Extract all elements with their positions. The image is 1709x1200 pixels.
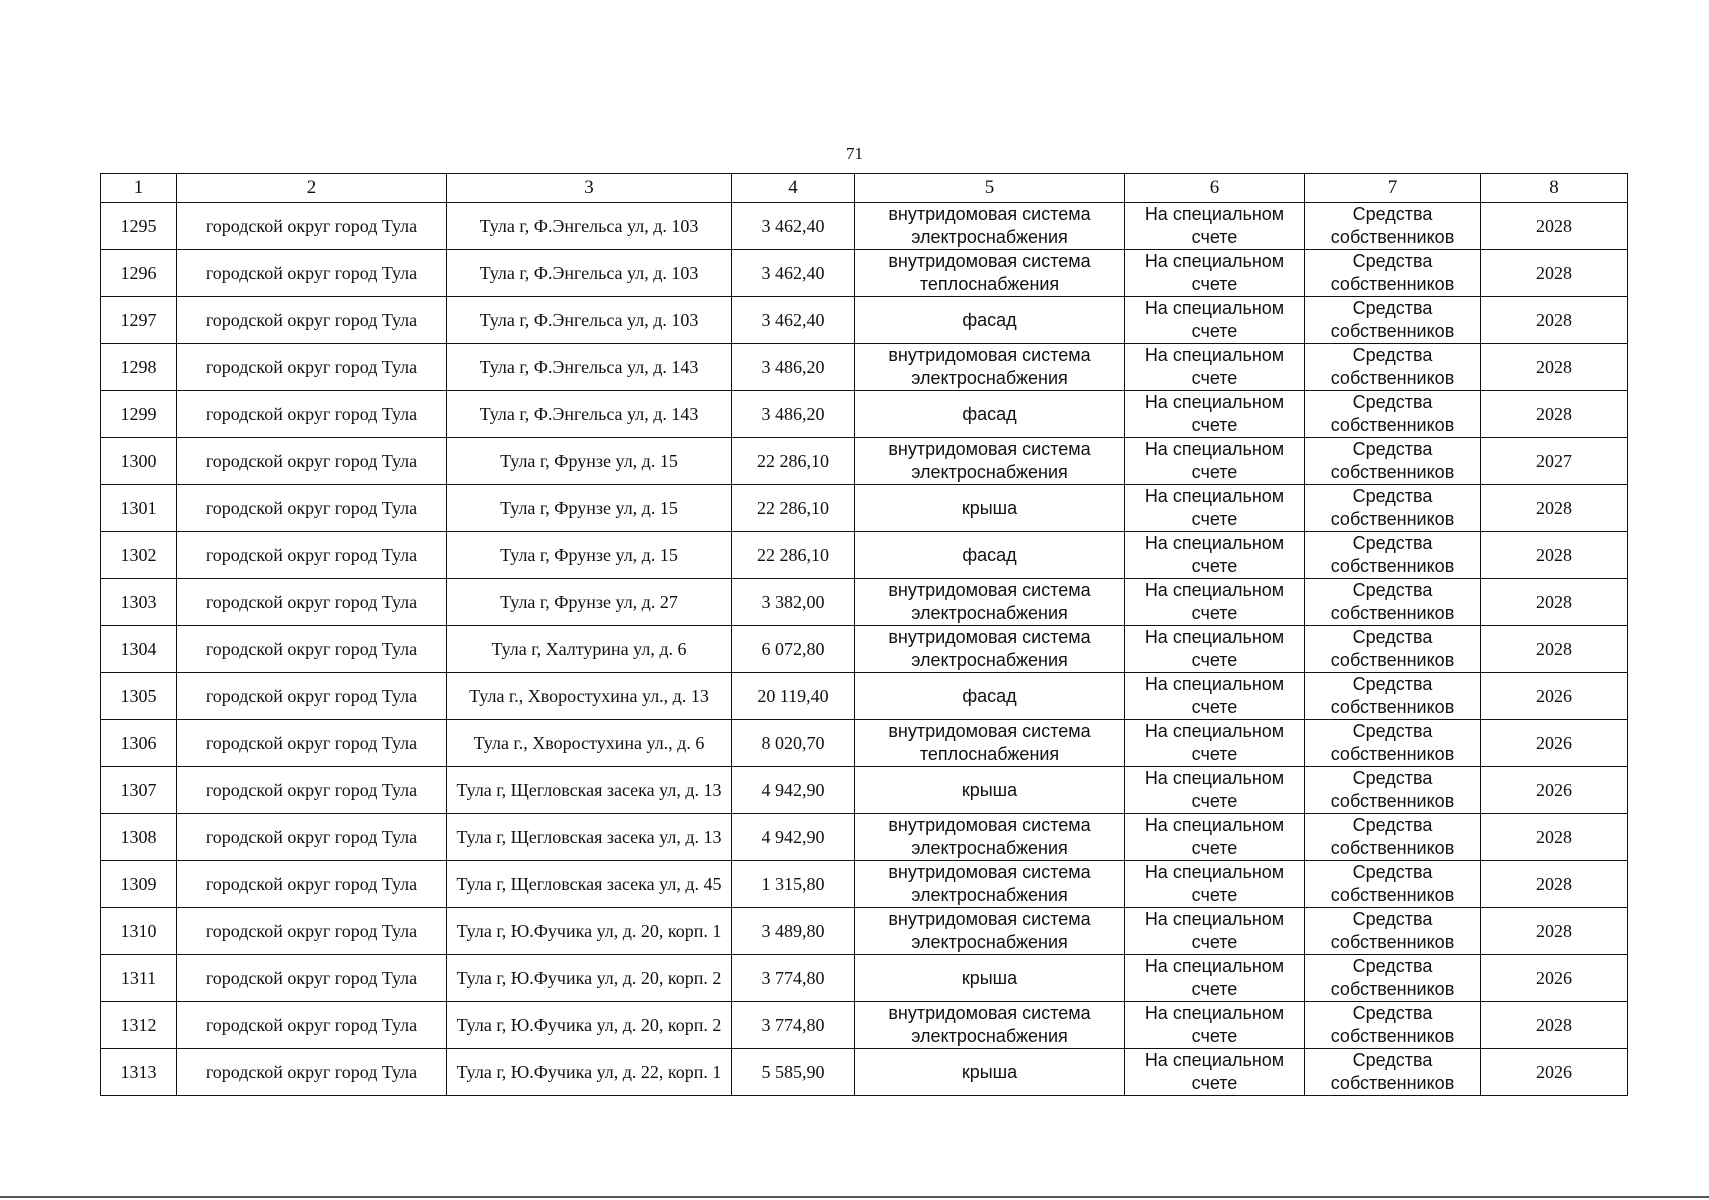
- account-method-cell: На специальном счете: [1125, 1049, 1305, 1096]
- area-cell: 8 020,70: [732, 720, 855, 767]
- row-number-cell: 1313: [101, 1049, 177, 1096]
- row-number-cell: 1308: [101, 814, 177, 861]
- account-method-cell: На специальном счете: [1125, 955, 1305, 1002]
- table-row: [101, 297, 1628, 344]
- year-cell: 2028: [1481, 861, 1628, 908]
- district-cell: городской округ город Тула: [177, 720, 447, 767]
- funding-source-cell: Средства собственников: [1305, 673, 1481, 720]
- table-row: [101, 767, 1628, 814]
- work-type-cell: внутридомовая система электроснабжения: [855, 203, 1125, 250]
- district-cell: городской округ город Тула: [177, 250, 447, 297]
- account-method-cell: На специальном счете: [1125, 250, 1305, 297]
- row-number-cell: 1301: [101, 485, 177, 532]
- table-row: [101, 438, 1628, 485]
- account-method-cell: На специальном счете: [1125, 626, 1305, 673]
- table-row: [101, 344, 1628, 391]
- funding-source-cell: Средства собственников: [1305, 579, 1481, 626]
- funding-source-cell: Средства собственников: [1305, 1049, 1481, 1096]
- column-header: 4: [732, 174, 855, 203]
- district-cell: городской округ город Тула: [177, 203, 447, 250]
- account-method-cell: На специальном счете: [1125, 532, 1305, 579]
- work-type-cell: внутридомовая система электроснабжения: [855, 579, 1125, 626]
- row-number-cell: 1297: [101, 297, 177, 344]
- table-row: [101, 1002, 1628, 1049]
- table-row: [101, 861, 1628, 908]
- address-cell: Тула г, Ф.Энгельса ул, д. 143: [447, 391, 732, 438]
- area-cell: 4 942,90: [732, 767, 855, 814]
- table-row: [101, 485, 1628, 532]
- work-type-cell: фасад: [855, 391, 1125, 438]
- account-method-cell: На специальном счете: [1125, 1002, 1305, 1049]
- row-number-cell: 1302: [101, 532, 177, 579]
- work-type-cell: внутридомовая система электроснабжения: [855, 438, 1125, 485]
- account-method-cell: На специальном счете: [1125, 344, 1305, 391]
- district-cell: городской округ город Тула: [177, 626, 447, 673]
- year-cell: 2028: [1481, 532, 1628, 579]
- district-cell: городской округ город Тула: [177, 438, 447, 485]
- year-cell: 2028: [1481, 485, 1628, 532]
- funding-source-cell: Средства собственников: [1305, 767, 1481, 814]
- account-method-cell: На специальном счете: [1125, 485, 1305, 532]
- work-type-cell: фасад: [855, 673, 1125, 720]
- row-number-cell: 1306: [101, 720, 177, 767]
- funding-source-cell: Средства собственников: [1305, 344, 1481, 391]
- district-cell: городской округ город Тула: [177, 955, 447, 1002]
- address-cell: Тула г, Ю.Фучика ул, д. 20, корп. 2: [447, 955, 732, 1002]
- row-number-cell: 1304: [101, 626, 177, 673]
- work-type-cell: внутридомовая система теплоснабжения: [855, 250, 1125, 297]
- header-row: [101, 174, 1628, 203]
- account-method-cell: На специальном счете: [1125, 391, 1305, 438]
- year-cell: 2027: [1481, 438, 1628, 485]
- work-type-cell: крыша: [855, 767, 1125, 814]
- area-cell: 6 072,80: [732, 626, 855, 673]
- area-cell: 3 462,40: [732, 250, 855, 297]
- area-cell: 1 315,80: [732, 861, 855, 908]
- district-cell: городской округ город Тула: [177, 579, 447, 626]
- address-cell: Тула г, Халтурина ул, д. 6: [447, 626, 732, 673]
- area-cell: 3 462,40: [732, 203, 855, 250]
- account-method-cell: На специальном счете: [1125, 767, 1305, 814]
- district-cell: городской округ город Тула: [177, 1002, 447, 1049]
- work-type-cell: крыша: [855, 955, 1125, 1002]
- row-number-cell: 1309: [101, 861, 177, 908]
- area-cell: 3 774,80: [732, 955, 855, 1002]
- year-cell: 2026: [1481, 1049, 1628, 1096]
- address-cell: Тула г, Фрунзе ул, д. 27: [447, 579, 732, 626]
- work-type-cell: внутридомовая система электроснабжения: [855, 344, 1125, 391]
- table-row: [101, 579, 1628, 626]
- funding-source-cell: Средства собственников: [1305, 955, 1481, 1002]
- address-cell: Тула г., Хворостухина ул., д. 6: [447, 720, 732, 767]
- year-cell: 2028: [1481, 297, 1628, 344]
- address-cell: Тула г, Ф.Энгельса ул, д. 103: [447, 203, 732, 250]
- column-header: 6: [1125, 174, 1305, 203]
- funding-source-cell: Средства собственников: [1305, 814, 1481, 861]
- year-cell: 2026: [1481, 720, 1628, 767]
- address-cell: Тула г., Хворостухина ул., д. 13: [447, 673, 732, 720]
- table-row: [101, 1049, 1628, 1096]
- table-row: [101, 720, 1628, 767]
- table-row: [101, 391, 1628, 438]
- area-cell: 3 489,80: [732, 908, 855, 955]
- address-cell: Тула г, Ф.Энгельса ул, д. 143: [447, 344, 732, 391]
- table-row: [101, 955, 1628, 1002]
- district-cell: городской округ город Тула: [177, 673, 447, 720]
- column-header: 8: [1481, 174, 1628, 203]
- work-type-cell: внутридомовая система электроснабжения: [855, 626, 1125, 673]
- row-number-cell: 1303: [101, 579, 177, 626]
- account-method-cell: На специальном счете: [1125, 814, 1305, 861]
- address-cell: Тула г, Ф.Энгельса ул, д. 103: [447, 250, 732, 297]
- account-method-cell: На специальном счете: [1125, 861, 1305, 908]
- row-number-cell: 1300: [101, 438, 177, 485]
- district-cell: городской округ город Тула: [177, 908, 447, 955]
- year-cell: 2028: [1481, 250, 1628, 297]
- district-cell: городской округ город Тула: [177, 297, 447, 344]
- funding-source-cell: Средства собственников: [1305, 1002, 1481, 1049]
- area-cell: 3 462,40: [732, 297, 855, 344]
- area-cell: 3 774,80: [732, 1002, 855, 1049]
- year-cell: 2026: [1481, 673, 1628, 720]
- address-cell: Тула г, Фрунзе ул, д. 15: [447, 532, 732, 579]
- work-type-cell: внутридомовая система электроснабжения: [855, 814, 1125, 861]
- scan-edge-line: [0, 1196, 1709, 1198]
- account-method-cell: На специальном счете: [1125, 203, 1305, 250]
- funding-source-cell: Средства собственников: [1305, 250, 1481, 297]
- work-type-cell: внутридомовая система электроснабжения: [855, 908, 1125, 955]
- district-cell: городской округ город Тула: [177, 532, 447, 579]
- row-number-cell: 1310: [101, 908, 177, 955]
- area-cell: 3 486,20: [732, 344, 855, 391]
- table-row: [101, 626, 1628, 673]
- table-row: [101, 908, 1628, 955]
- capital-repair-table: [100, 173, 1628, 1096]
- row-number-cell: 1299: [101, 391, 177, 438]
- account-method-cell: На специальном счете: [1125, 908, 1305, 955]
- district-cell: городской округ город Тула: [177, 767, 447, 814]
- funding-source-cell: Средства собственников: [1305, 626, 1481, 673]
- area-cell: 22 286,10: [732, 532, 855, 579]
- address-cell: Тула г, Фрунзе ул, д. 15: [447, 438, 732, 485]
- row-number-cell: 1295: [101, 203, 177, 250]
- address-cell: Тула г, Щегловская засека ул, д. 13: [447, 814, 732, 861]
- account-method-cell: На специальном счете: [1125, 720, 1305, 767]
- address-cell: Тула г, Фрунзе ул, д. 15: [447, 485, 732, 532]
- funding-source-cell: Средства собственников: [1305, 391, 1481, 438]
- address-cell: Тула г, Щегловская засека ул, д. 45: [447, 861, 732, 908]
- work-type-cell: внутридомовая система электроснабжения: [855, 861, 1125, 908]
- account-method-cell: На специальном счете: [1125, 579, 1305, 626]
- work-type-cell: фасад: [855, 532, 1125, 579]
- account-method-cell: На специальном счете: [1125, 673, 1305, 720]
- address-cell: Тула г, Ю.Фучика ул, д. 20, корп. 2: [447, 1002, 732, 1049]
- column-header: 5: [855, 174, 1125, 203]
- address-cell: Тула г, Ф.Энгельса ул, д. 103: [447, 297, 732, 344]
- table-body: [101, 203, 1628, 1096]
- funding-source-cell: Средства собственников: [1305, 485, 1481, 532]
- account-method-cell: На специальном счете: [1125, 297, 1305, 344]
- year-cell: 2028: [1481, 814, 1628, 861]
- year-cell: 2028: [1481, 203, 1628, 250]
- work-type-cell: фасад: [855, 297, 1125, 344]
- column-header: 7: [1305, 174, 1481, 203]
- table-row: [101, 250, 1628, 297]
- funding-source-cell: Средства собственников: [1305, 908, 1481, 955]
- area-cell: 3 486,20: [732, 391, 855, 438]
- work-type-cell: внутридомовая система теплоснабжения: [855, 720, 1125, 767]
- funding-source-cell: Средства собственников: [1305, 203, 1481, 250]
- area-cell: 3 382,00: [732, 579, 855, 626]
- funding-source-cell: Средства собственников: [1305, 532, 1481, 579]
- area-cell: 20 119,40: [732, 673, 855, 720]
- row-number-cell: 1305: [101, 673, 177, 720]
- district-cell: городской округ город Тула: [177, 1049, 447, 1096]
- district-cell: городской округ город Тула: [177, 814, 447, 861]
- address-cell: Тула г, Ю.Фучика ул, д. 22, корп. 1: [447, 1049, 732, 1096]
- area-cell: 22 286,10: [732, 485, 855, 532]
- row-number-cell: 1298: [101, 344, 177, 391]
- table-row: [101, 814, 1628, 861]
- year-cell: 2028: [1481, 391, 1628, 438]
- area-cell: 22 286,10: [732, 438, 855, 485]
- row-number-cell: 1307: [101, 767, 177, 814]
- account-method-cell: На специальном счете: [1125, 438, 1305, 485]
- table-row: [101, 203, 1628, 250]
- column-header: 2: [177, 174, 447, 203]
- area-cell: 5 585,90: [732, 1049, 855, 1096]
- district-cell: городской округ город Тула: [177, 391, 447, 438]
- year-cell: 2028: [1481, 908, 1628, 955]
- year-cell: 2026: [1481, 955, 1628, 1002]
- page-number: 71: [846, 144, 863, 163]
- table-row: [101, 532, 1628, 579]
- table-row: [101, 673, 1628, 720]
- year-cell: 2026: [1481, 767, 1628, 814]
- district-cell: городской округ город Тула: [177, 485, 447, 532]
- column-header: 3: [447, 174, 732, 203]
- funding-source-cell: Средства собственников: [1305, 861, 1481, 908]
- funding-source-cell: Средства собственников: [1305, 720, 1481, 767]
- row-number-cell: 1312: [101, 1002, 177, 1049]
- year-cell: 2028: [1481, 344, 1628, 391]
- row-number-cell: 1296: [101, 250, 177, 297]
- address-cell: Тула г, Ю.Фучика ул, д. 20, корп. 1: [447, 908, 732, 955]
- district-cell: городской округ город Тула: [177, 344, 447, 391]
- work-type-cell: крыша: [855, 485, 1125, 532]
- year-cell: 2028: [1481, 1002, 1628, 1049]
- row-number-cell: 1311: [101, 955, 177, 1002]
- address-cell: Тула г, Щегловская засека ул, д. 13: [447, 767, 732, 814]
- funding-source-cell: Средства собственников: [1305, 297, 1481, 344]
- work-type-cell: крыша: [855, 1049, 1125, 1096]
- funding-source-cell: Средства собственников: [1305, 438, 1481, 485]
- district-cell: городской округ город Тула: [177, 861, 447, 908]
- area-cell: 4 942,90: [732, 814, 855, 861]
- year-cell: 2028: [1481, 579, 1628, 626]
- column-header: 1: [101, 174, 177, 203]
- work-type-cell: внутридомовая система электроснабжения: [855, 1002, 1125, 1049]
- year-cell: 2028: [1481, 626, 1628, 673]
